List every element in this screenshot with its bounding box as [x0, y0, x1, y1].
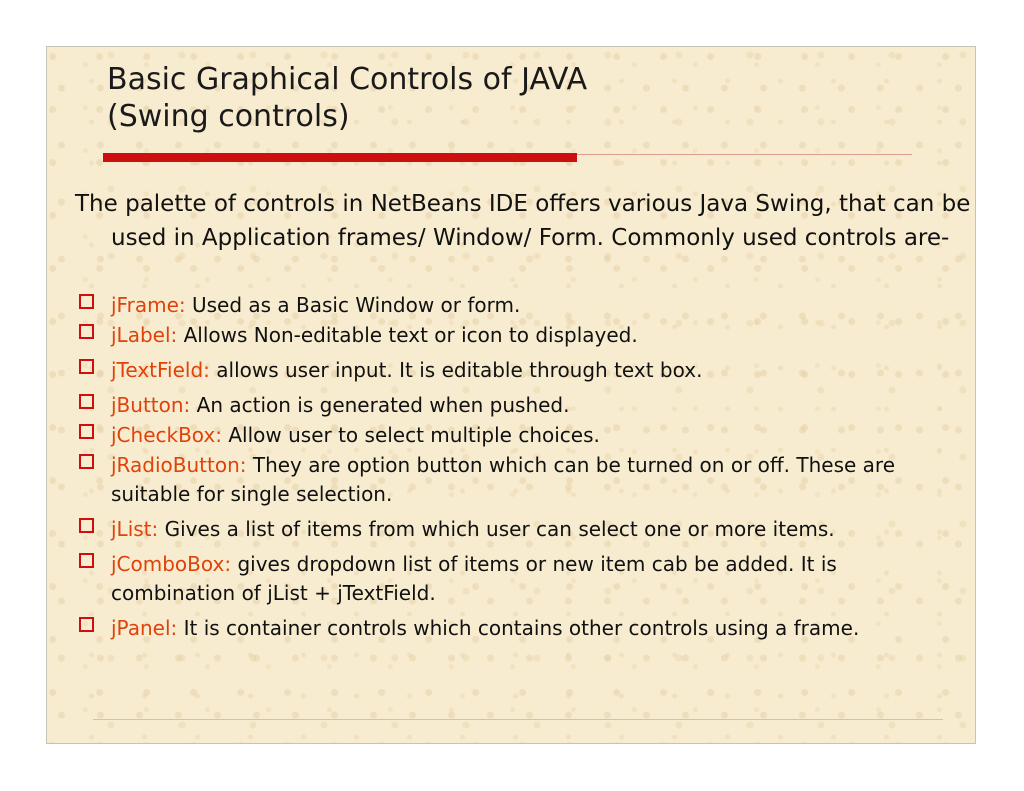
title-line-1: Basic Graphical Controls of JAVA — [107, 62, 588, 97]
footer-divider — [93, 719, 943, 720]
item-description: gives dropdown list of items or new item cab be added. It is combination of jList + jTextField. — [111, 552, 837, 605]
item-description: Allows Non-editable text or icon to displayed. — [177, 323, 638, 347]
item-description: They are option button which can be turned on or off. These are suitable for single selection. — [111, 453, 895, 506]
list-item-jpanel — [77, 614, 937, 643]
item-description: Gives a list of items from which user can select one or more items. — [158, 517, 835, 541]
square-bullet-icon — [79, 518, 94, 533]
list-item-jradiobutton — [77, 451, 937, 509]
title-underline-thin — [577, 154, 912, 155]
item-term: jRadioButton: — [111, 453, 247, 477]
square-bullet-icon — [79, 324, 94, 339]
item-term: jPanel: — [111, 616, 178, 640]
item-description: An action is generated when pushed. — [190, 393, 570, 417]
title-underline-thick — [103, 153, 577, 162]
square-bullet-icon — [79, 454, 94, 469]
square-bullet-icon — [79, 424, 94, 439]
item-term: jButton: — [111, 393, 191, 417]
list-item-jcheckbox — [77, 421, 937, 450]
square-bullet-icon — [79, 394, 94, 409]
item-description: Used as a Basic Window or form. — [185, 293, 521, 317]
slide — [46, 46, 976, 744]
item-term: jTextField: — [111, 358, 210, 382]
list-item-jbutton — [77, 391, 937, 420]
intro-paragraph: The palette of controls in NetBeans IDE offers various Java Swing, that can be used in Application frames/ Window/ Form. Commonly used controls are- — [75, 191, 971, 251]
square-bullet-icon — [79, 359, 94, 374]
controls-list — [77, 291, 937, 649]
square-bullet-icon — [79, 617, 94, 632]
item-description: Allow user to select multiple choices. — [222, 423, 600, 447]
list-item-jtextfield — [77, 356, 937, 385]
slide-title — [107, 61, 587, 135]
item-description: It is container controls which contains other controls using a frame. — [177, 616, 860, 640]
item-term: jLabel: — [111, 323, 178, 347]
list-item-jlabel — [77, 321, 937, 350]
item-term: jList: — [111, 517, 159, 541]
square-bullet-icon — [79, 553, 94, 568]
list-item-jframe — [77, 291, 937, 320]
title-line-2: (Swing controls) — [107, 99, 350, 134]
item-term: jFrame: — [111, 293, 186, 317]
list-item-jlist — [77, 515, 937, 544]
item-term: jComboBox: — [111, 552, 232, 576]
item-term: jCheckBox: — [111, 423, 222, 447]
list-item-jcombobox — [77, 550, 937, 608]
square-bullet-icon — [79, 294, 94, 309]
item-description: allows user input. It is editable through text box. — [209, 358, 703, 382]
